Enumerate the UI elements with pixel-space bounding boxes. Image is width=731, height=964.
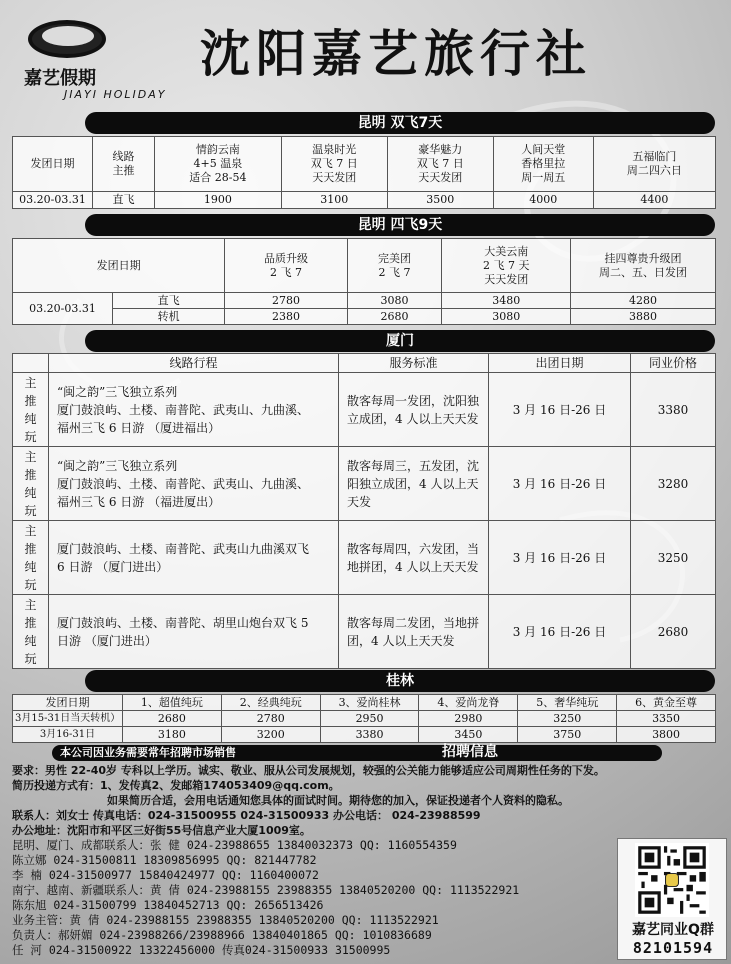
page-title: 沈阳嘉艺旅行社 [200, 25, 592, 83]
header-cell: 同业价格 [631, 354, 716, 373]
table-row [13, 293, 716, 309]
date-cell: 3 月 16 日-26 日 [489, 595, 631, 669]
recruit-contact: 联系人：刘女士 传真电话：024-31500955 024-31500933 办公电话： 024-23988599 [12, 809, 481, 822]
tag-cell: 主 推 纯 玩 [13, 447, 49, 521]
header-cell: 大美云南 2 飞 7 天 天天发团 [442, 239, 571, 293]
recruit-banner [52, 745, 662, 761]
recruit-title: 招聘信息 [442, 744, 498, 760]
header-cell: 线路行程 [49, 354, 339, 373]
header-cell: 挂四尊贵升级团 周二、五、日发团 [571, 239, 716, 293]
table-row [13, 309, 716, 325]
route-cell: 厦门鼓浪屿、土楼、南普陀、武夷山九曲溪双飞 6 日游 （厦门进出） [49, 521, 339, 595]
header-cell: 4、爱尚龙脊 [419, 695, 518, 711]
header-cell: 五福临门 周二四六日 [593, 137, 715, 192]
type-cell: 直飞 [113, 293, 225, 309]
header-cell: 豪华魅力 双飞 7 日 天天发团 [387, 137, 493, 192]
col-date-header: 发团日期 [13, 239, 225, 293]
table-guilin [12, 694, 716, 743]
route-cell: “闽之韵”三飞独立系列 厦门鼓浪屿、土楼、南普陀、武夷山、九曲溪、 福州三飞 6 日游 （厦进福出） [49, 373, 339, 447]
header-cell: 1、超值纯玩 [123, 695, 222, 711]
route-cell: “闽之韵”三飞独立系列 厦门鼓浪屿、土楼、南普陀、武夷山、九曲溪、 福州三飞 6 日游 （福进厦出） [49, 447, 339, 521]
header-cell: 2、经典纯玩 [221, 695, 320, 711]
qr-group-number: 82101594 [632, 939, 714, 957]
logo-english-text: JIAYI HOLIDAY [64, 88, 167, 101]
price-cell: 3450 [419, 727, 518, 743]
price-cell: 3100 [281, 192, 387, 209]
price-cell: 1900 [155, 192, 282, 209]
header-cell: 出团日期 [489, 354, 631, 373]
col-line-header: 线路 主推 [93, 137, 155, 192]
tag-cell: 主 推 纯 玩 [13, 521, 49, 595]
header-cell: 6、黄金至尊 [617, 695, 716, 711]
banner-guilin: 桂林 [85, 670, 715, 692]
price-cell: 2380 [225, 309, 347, 325]
price-cell: 3500 [387, 192, 493, 209]
table-row [13, 727, 716, 743]
recruit-note: 如果简历合适，会用电话通知您具体的面试时间。期待您的加入，保证投递者个人资料的隐私。 [107, 794, 569, 807]
logo-bowl-inner-icon [42, 26, 94, 46]
contact-row: 昆明、厦门、成都联系人：张 健 024-23988655 13840032373 QQ: 1160554359 [12, 838, 457, 852]
table-row [13, 373, 716, 447]
price-cell: 3250 [518, 711, 617, 727]
header-cell: 人间天堂 香格里拉 周一周五 [493, 137, 593, 192]
date-cell: 03.20-03.31 [13, 293, 113, 325]
date-cell: 03.20-03.31 [13, 192, 93, 209]
price-cell: 3380 [320, 727, 419, 743]
price-cell: 2680 [631, 595, 716, 669]
header-cell: 5、奢华纯玩 [518, 695, 617, 711]
banner-xiamen: 厦门 [85, 330, 715, 352]
table-row [13, 447, 716, 521]
service-cell: 散客每周四，六发团，当 地拼团，4 人以上天天发 [339, 521, 489, 595]
header-cell: 完美团 2 飞 7 [347, 239, 442, 293]
price-cell: 2680 [123, 711, 222, 727]
tag-cell: 主 推 纯 玩 [13, 373, 49, 447]
qr-label: 嘉艺同业Q群 [632, 922, 714, 938]
table-row [13, 192, 716, 209]
contact-row: 李 楠 024-31500977 15840424977 QQ: 1160400072 [12, 868, 319, 882]
contact-row: 任 河 024-31500922 13322456000 传真024-31500933 31500995 [12, 943, 391, 957]
table-row [13, 595, 716, 669]
price-cell: 3280 [631, 447, 716, 521]
price-cell: 4000 [493, 192, 593, 209]
price-cell: 3800 [617, 727, 716, 743]
price-cell: 4400 [593, 192, 715, 209]
recruit-submission: 简历投递方式有：1、发传真2、发邮箱174053409@qq.com。 [12, 779, 340, 792]
recruit-banner-text: 本公司因业务需要常年招聘市场销售 [60, 746, 236, 759]
date-cell: 3月15-31日当天转机） [13, 711, 123, 727]
price-cell: 3200 [221, 727, 320, 743]
banner-kunming-2: 昆明 双飞7天 [85, 112, 715, 134]
date-cell: 3月16-31日 [13, 727, 123, 743]
header [0, 0, 731, 105]
price-cell: 3180 [123, 727, 222, 743]
header-cell: 3、爱尚桂林 [320, 695, 419, 711]
col-date-header: 发团日期 [13, 137, 93, 192]
type-cell: 转机 [113, 309, 225, 325]
table-kunming-4 [12, 238, 716, 325]
header-cell: 发团日期 [13, 695, 123, 711]
price-cell: 3880 [571, 309, 716, 325]
recruit-requirements: 要求：男性 22-40岁 专科以上学历。诚实、敬业、服从公司发展规划，较强的公关能力能够适应公司周期性任务的下发。 [12, 764, 605, 777]
table-kunming-2 [12, 136, 716, 209]
tag-cell: 主 推 纯 玩 [13, 595, 49, 669]
price-cell: 3080 [347, 293, 442, 309]
contact-row: 南宁、越南、新疆联系人：黄 倩 024-23988155 23988355 13840520200 QQ: 1113522921 [12, 883, 520, 897]
price-cell: 3350 [617, 711, 716, 727]
table-row [13, 711, 716, 727]
qr-code-icon [626, 843, 718, 917]
logo-chinese-text: 嘉艺假期 [24, 68, 96, 89]
date-cell: 3 月 16 日-26 日 [489, 373, 631, 447]
route-cell: 厦门鼓浪屿、土楼、南普陀、胡里山炮台双飞 5 日游 （厦门进出） [49, 595, 339, 669]
header-cell: 服务标准 [339, 354, 489, 373]
contact-row: 陈东旭 024-31500799 13840452713 QQ: 2656513426 [12, 898, 324, 912]
price-cell: 3250 [631, 521, 716, 595]
service-cell: 散客每周一发团，沈阳独 立成团，4 人以上天天发 [339, 373, 489, 447]
price-cell: 3750 [518, 727, 617, 743]
price-cell: 2950 [320, 711, 419, 727]
contact-row: 陈立娜 024-31500811 18309856995 QQ: 821447782 [12, 853, 317, 867]
price-cell: 3480 [442, 293, 571, 309]
header-cell [13, 354, 49, 373]
header-cell: 情韵云南 4+5 温泉 适合 28-54 [155, 137, 282, 192]
header-cell: 品质升级 2 飞 7 [225, 239, 347, 293]
price-cell: 2980 [419, 711, 518, 727]
type-cell: 直飞 [93, 192, 155, 209]
date-cell: 3 月 16 日-26 日 [489, 447, 631, 521]
date-cell: 3 月 16 日-26 日 [489, 521, 631, 595]
qr-panel [617, 838, 727, 960]
service-cell: 散客每周二发团，当地拼 团，4 人以上天天发 [339, 595, 489, 669]
banner-kunming-4: 昆明 四飞9天 [85, 214, 715, 236]
price-cell: 3080 [442, 309, 571, 325]
price-cell: 2680 [347, 309, 442, 325]
table-row [13, 521, 716, 595]
price-cell: 3380 [631, 373, 716, 447]
contact-row: 负责人：郝妍媚 024-23988266/23988966 13840401865 QQ: 1010836689 [12, 928, 432, 942]
service-cell: 散客每周三，五发团，沈 阳独立成团，4 人以上天 天发 [339, 447, 489, 521]
office-address: 办公地址：沈阳市和平区三好街55号信息产业大厦1009室。 [12, 824, 311, 837]
table-xiamen [12, 353, 716, 669]
price-cell: 2780 [225, 293, 347, 309]
company-logo [18, 6, 198, 104]
price-cell: 2780 [221, 711, 320, 727]
header-cell: 温泉时光 双飞 7 日 天天发团 [281, 137, 387, 192]
price-cell: 4280 [571, 293, 716, 309]
contact-row: 业务主管：黄 倩 024-23988155 23988355 13840520200 QQ: 1113522921 [12, 913, 439, 927]
